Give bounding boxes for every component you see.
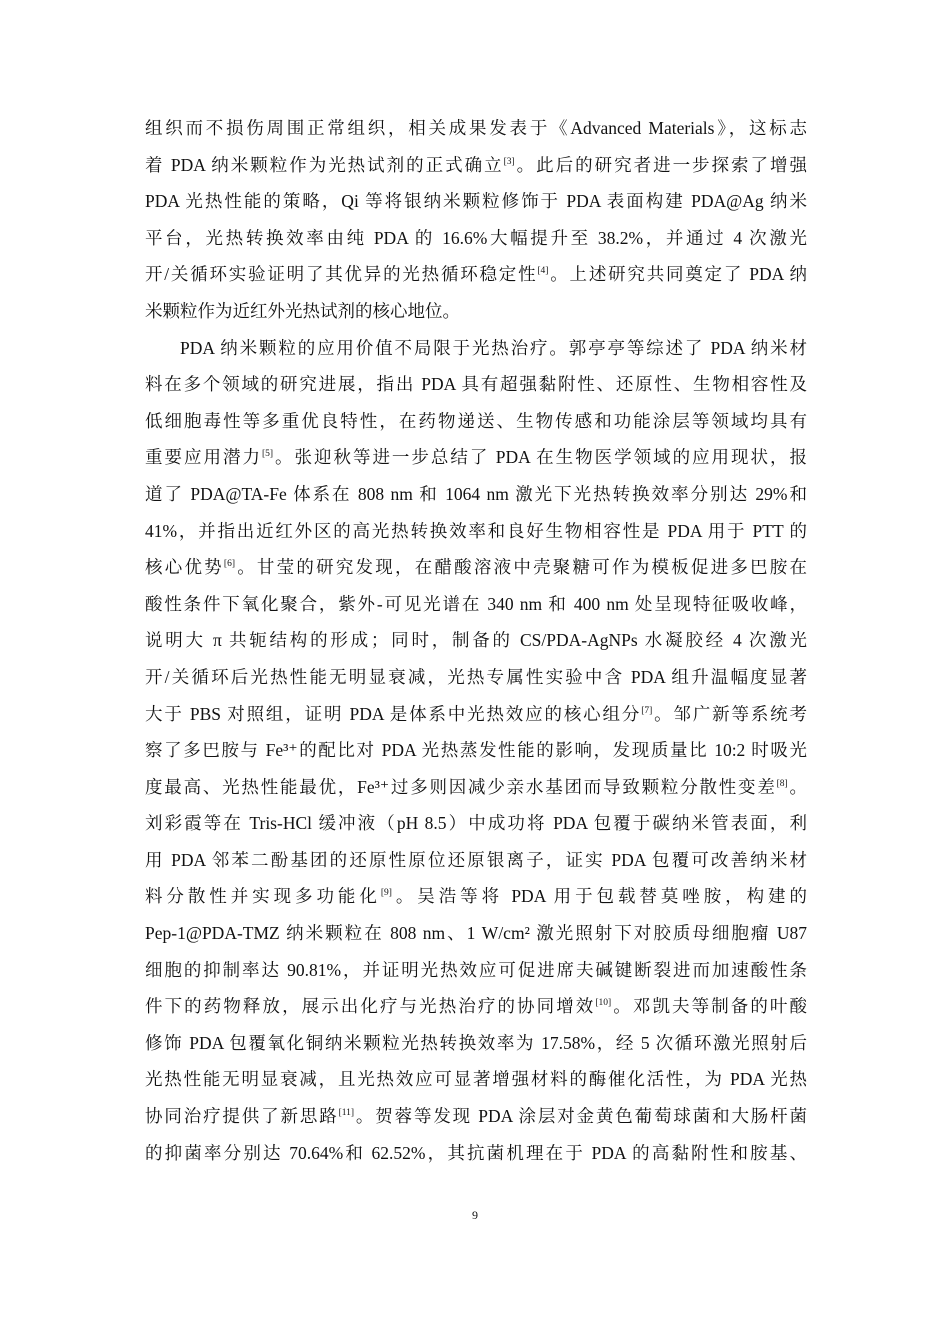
text-line	[145, 293, 807, 330]
text-segment: PDA 纳米颗粒的应用价值不局限于光热治疗。郭亭亭等综述了 PDA 纳米材	[180, 337, 807, 358]
text-segment: 平台，光热转换效率由纯 PDA 的 16.6%大幅提升至 38.2%，并通过 4 次激光	[145, 227, 807, 248]
text-line	[145, 147, 807, 184]
text-line	[145, 476, 807, 513]
text-line	[145, 586, 807, 623]
text-segment: 协同治疗提供了新思路	[145, 1106, 339, 1127]
text-line	[145, 183, 807, 220]
text-segment: 道了 PDA@TA-Fe 体系在 808 nm 和 1064 nm 激光下光热转换效率分别达 29%和	[145, 483, 807, 504]
text-segment: 。上述研究共同奠定了 PDA 纳	[548, 264, 807, 285]
text-segment: 。	[787, 776, 807, 797]
text-segment: PDA 光热性能的策略，Qi 等将银纳米颗粒修饰于 PDA 表面构建 PDA@Ag 纳米	[145, 191, 807, 212]
text-segment: 开/关循环实验证明了其优异的光热循环稳定性	[145, 264, 538, 285]
text-line	[145, 622, 807, 659]
citation-ref: [3]	[503, 156, 515, 167]
text-line	[145, 439, 807, 476]
citation-ref: [5]	[261, 449, 274, 460]
text-line	[145, 1098, 807, 1135]
text-segment: 光热性能无明显衰减，且光热效应可显著增强材料的酶催化活性，为 PDA 光热	[145, 1069, 807, 1090]
body-text	[145, 110, 807, 1171]
text-segment: 酸性条件下氧化聚合，紫外-可见光谱在 340 nm 和 400 nm 处呈现特征吸收峰，	[145, 593, 807, 614]
text-line	[145, 110, 807, 147]
citation-ref: [4]	[537, 266, 549, 277]
text-segment: 41%，并指出近红外区的高光热转换效率和良好生物相容性是 PDA 用于 PTT 的	[145, 520, 807, 541]
text-segment: 大于 PBS 对照组，证明 PDA 是体系中光热效应的核心组分	[145, 703, 642, 724]
text-line	[145, 513, 807, 550]
text-segment: 着 PDA 纳米颗粒作为光热试剂的正式确立	[145, 154, 504, 175]
text-segment: 料分散性并实现多功能化	[145, 886, 381, 907]
text-line	[145, 220, 807, 257]
text-segment: 。邓凯夫等制备的叶酸	[611, 996, 807, 1017]
text-line	[145, 769, 807, 806]
text-line	[145, 659, 807, 696]
text-segment: 件下的药物释放，展示出化疗与光热治疗的协同增效	[145, 996, 596, 1017]
text-line	[145, 403, 807, 440]
text-segment: 刘彩霞等在 Tris-HCl 缓冲液（pH 8.5）中成功将 PDA 包覆于碳纳米管表面，利	[145, 813, 807, 834]
page-number: 9	[472, 1208, 478, 1222]
text-line	[145, 330, 807, 367]
text-line	[145, 805, 807, 842]
text-segment: 说明大 π 共轭结构的形成；同时，制备的 CS/PDA-AgNPs 水凝胶经 4 次激光	[145, 630, 807, 651]
text-segment: 米颗粒作为近红外光热试剂的核心地位。	[145, 300, 460, 321]
text-segment: 修饰 PDA 包覆氧化铜纳米颗粒光热转换效率为 17.58%，经 5 次循环激光照射后	[145, 1032, 807, 1053]
text-segment: 低细胞毒性等多重优良特性，在药物递送、生物传感和功能涂层等领域均具有	[145, 410, 807, 431]
text-segment: 的抑菌率分别达 70.64%和 62.52%，其抗菌机理在于 PDA 的高黏附性和胺基、	[145, 1142, 807, 1163]
text-line	[145, 696, 807, 733]
text-line	[145, 878, 807, 915]
text-line	[145, 915, 807, 952]
text-segment: 。张迎秋等进一步总结了 PDA 在生物医学领域的应用现状，报	[273, 447, 807, 468]
text-segment: 。甘莹的研究发现，在醋酸溶液中壳聚糖可作为模板促进多巴胺在	[234, 557, 807, 578]
text-line	[145, 549, 807, 586]
citation-ref: [8]	[776, 778, 788, 789]
text-line	[145, 256, 807, 293]
text-segment: 。此后的研究者进一步探索了增强	[514, 154, 807, 175]
citation-ref: [9]	[380, 888, 392, 899]
citation-ref: [7]	[641, 705, 653, 716]
paragraph	[145, 330, 807, 1172]
text-segment: Pep-1@PDA-TMZ 纳米颗粒在 808 nm、1 W/cm² 激光照射下对胶质母细胞瘤 U87	[145, 923, 807, 944]
citation-ref: [11]	[338, 1108, 355, 1119]
text-line	[145, 842, 807, 879]
text-segment: 核心优势	[145, 557, 224, 578]
text-segment: 用 PDA 邻苯二酚基团的还原性原位还原银离子，证实 PDA 包覆可改善纳米材	[145, 849, 807, 870]
text-segment: 度最高、光热性能最优，Fe³⁺过多则因减少亲水基团而导致颗粒分散性变差	[145, 776, 777, 797]
text-segment: 。邹广新等系统考	[652, 703, 807, 724]
text-segment: 。贺蓉等发现 PDA 涂层对金黄色葡萄球菌和大肠杆菌	[354, 1106, 807, 1127]
text-line	[145, 952, 807, 989]
text-segment: 细胞的抑制率达 90.81%，并证明光热效应可促进席夫碱键断裂进而加速酸性条	[145, 959, 807, 980]
text-line	[145, 988, 807, 1025]
text-segment: 察了多巴胺与 Fe³⁺的配比对 PDA 光热蒸发性能的影响，发现质量比 10:2 时吸光	[145, 740, 807, 761]
text-segment: 组织而不损伤周围正常组织，相关成果发表于《Advanced Materials》，这标志	[145, 118, 807, 138]
citation-ref: [6]	[223, 559, 235, 570]
text-line	[145, 732, 807, 769]
text-segment: 。吴浩等将 PDA 用于包载替莫唑胺，构建的	[391, 886, 807, 907]
citation-ref: [10]	[595, 998, 612, 1009]
text-line	[145, 1025, 807, 1062]
text-segment: 料在多个领域的研究进展，指出 PDA 具有超强黏附性、还原性、生物相容性及	[145, 374, 807, 395]
text-line	[145, 1135, 807, 1172]
text-segment: 重要应用潜力	[145, 447, 262, 468]
text-line	[145, 366, 807, 403]
text-line	[145, 1061, 807, 1098]
paragraph	[145, 110, 807, 330]
text-segment: 开/关循环后光热性能无明显衰减，光热专属性实验中含 PDA 组升温幅度显著	[145, 666, 807, 687]
